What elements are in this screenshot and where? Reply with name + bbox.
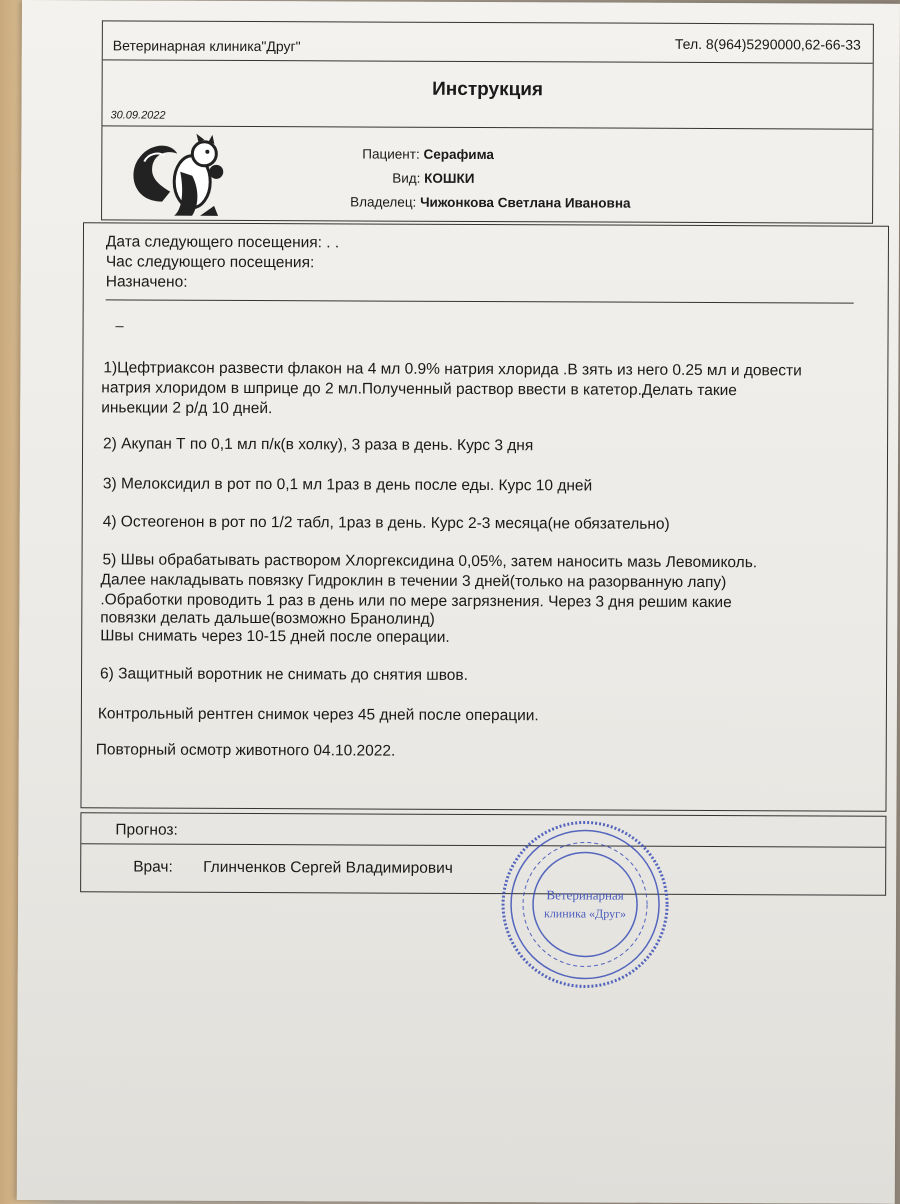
doctor-label: Врач: bbox=[133, 858, 173, 876]
instruction-line: Контрольный рентген снимок через 45 дней после операции. bbox=[97, 705, 539, 725]
footer-divider bbox=[81, 843, 885, 848]
clinic-name: Ветеринарная клиника"Друг" bbox=[112, 37, 301, 55]
header-top-row bbox=[103, 21, 873, 63]
instruction-line: Повторный осмотр животного 04.10.2022. bbox=[95, 741, 396, 760]
header-divider bbox=[102, 125, 872, 129]
document-date: 30.09.2022 bbox=[110, 109, 166, 122]
owner-label: Владелец: bbox=[350, 194, 417, 210]
species-row bbox=[392, 171, 474, 186]
instruction-line: натрия хлоридом в шприце до 2 мл.Полученный раствор ввести в катетор.Делать такие bbox=[101, 379, 737, 400]
patient-label: Пациент: bbox=[362, 146, 420, 162]
instruction-line: 4) Остеогенон в рот по 1/2 табл, 1раз в день. Курс 2-3 месяца(не обязательно) bbox=[102, 513, 670, 533]
owner-row bbox=[350, 194, 630, 210]
prescribed-underline bbox=[106, 299, 854, 303]
instruction-line: иньекции 2 р/д 10 дней. bbox=[101, 399, 273, 418]
owner-value: Чижонкова Светлана Ивановна bbox=[420, 194, 631, 211]
dash-mark: _ bbox=[115, 311, 124, 328]
instruction-line: 5) Швы обрабатывать раствором Хлоргексидина 0,05%, затем наносить мазь Левомиколь. bbox=[102, 551, 758, 572]
prognosis-label: Прогноз: bbox=[115, 821, 178, 839]
instruction-line: Далее накладывать повязку Гидроклин в течении 3 дней(только на разорванную лапу) bbox=[100, 571, 727, 592]
header-box bbox=[101, 20, 874, 223]
clinic-phone: Тел. 8(964)5290000,62-66-33 bbox=[674, 35, 861, 53]
patient-value: Серафима bbox=[423, 146, 494, 163]
prescribed-label: Назначено: bbox=[105, 273, 188, 291]
document-page bbox=[17, 0, 900, 1204]
instruction-line: 1)Цефтриаксон развести флакон на 4 мл 0.9% натрия хлорида .В зять из него 0.25 мл и довести bbox=[103, 359, 802, 380]
instruction-line: Швы снимать через 10-15 дней после операции. bbox=[100, 627, 450, 646]
stamp-text-1: Ветеринарная bbox=[546, 887, 624, 903]
instruction-line: .Обработки проводить 1 раз в день или по мере загрязнения. Через 3 дня решим какие bbox=[100, 591, 732, 612]
stamp-text-2: клиника «Друг» bbox=[543, 906, 627, 921]
instruction-line: повязки делать дальше(возможно Бранолинд) bbox=[100, 609, 435, 628]
patient-row bbox=[362, 146, 494, 162]
species-value: КОШКИ bbox=[424, 170, 475, 186]
clinic-stamp-icon bbox=[498, 817, 674, 993]
next-visit-date: Дата следующего посещения: . . bbox=[105, 233, 340, 252]
instruction-line: 2) Акупан Т по 0,1 мл п/к(в холку), 3 раза в день. Курс 3 дня bbox=[103, 435, 534, 455]
doctor-row bbox=[133, 858, 453, 877]
next-visit-time: Час следующего посещения: bbox=[105, 253, 315, 272]
page-title: Инструкция bbox=[432, 78, 544, 101]
instruction-line: 3) Мелоксидил в рот по 0,1 мл 1раз в день после еды. Курс 10 дней bbox=[102, 475, 593, 495]
species-label: Вид: bbox=[392, 170, 421, 186]
footer-box bbox=[80, 812, 886, 896]
instruction-line: 6) Защитный воротник не снимать до снятия швов. bbox=[100, 665, 468, 684]
prescription-box bbox=[80, 222, 889, 812]
doctor-name: Глинченков Сергей Владимирович bbox=[203, 858, 453, 877]
squirrel-logo-icon bbox=[122, 131, 232, 217]
